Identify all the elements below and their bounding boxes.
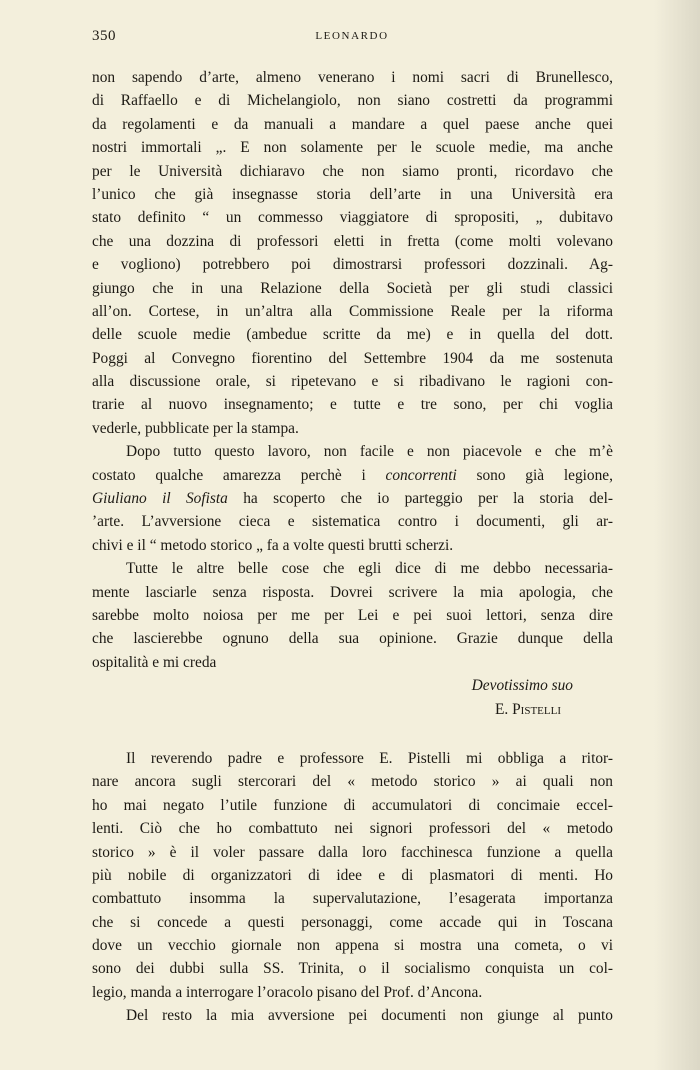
text-line: giungo che in una Relazione della Società per gli studi classici [92,279,613,297]
body-text [92,66,613,1028]
text-line: all’on. Cortese, in un’altra alla Commissione Reale per la riforma [92,302,613,320]
text-line: che si concede a questi personaggi, come accade qui in Toscana [92,913,613,931]
text-line: vederle, pubblicate per la stampa. [92,419,299,437]
reply-paragraph-2 [92,1004,613,1027]
page-edge-shadow [654,0,700,1070]
italic-term: Giuliano il Sofista [92,490,228,508]
text-line: Giuliano il Sofista ha scoperto che io parteggio per la storia del- [92,490,613,508]
text-line: ’arte. L’avversione cieca e sistematica contro i documenti, gli ar- [92,513,613,531]
page-header [92,28,612,48]
text-line: Del resto la mia avversione pei documenti non giunge al punto [126,1007,613,1025]
text-line: legio, manda a interrogare l’oracolo pisano del Prof. d’Ancona. [92,983,483,1001]
text-line: non sapendo d’arte, almeno venerano i nomi sacri di Brunellesco, [92,69,613,86]
text-line: nare ancora sugli stercorari del « metodo storico » ai quali non [92,773,613,791]
text-line: mente lasciarle senza risposta. Dovrei scrivere la mia apologia, che [92,583,613,601]
text-line: costato qualche amarezza perchè i concorrenti sono già legione, [92,466,613,484]
text-line: che lascierebbe ognuno della sua opinione. Grazie dunque della [92,630,613,648]
text-line: da regolamenti e da manuali a mandare a quel paese anche quei [92,115,613,133]
text-line: nostri immortali „. E non solamente per le scuole medie, ma anche [92,139,613,157]
text-line: alla discussione orale, si ripetevano e si ribadivano le ragioni con- [92,373,613,391]
text-line: combattuto insomma la supervalutazione, l’esagerata importanza [92,890,613,908]
text-line: chivi e il “ metodo storico „ fa a volte questi brutti scherzi. [92,536,454,554]
section-gap [92,721,613,747]
page-number: 350 [92,28,116,44]
italic-term: concorrenti [385,466,457,484]
text-line: storico » è il voler passare dalla loro facchinesca funzione a quella [92,843,613,861]
letter-paragraph-3 [92,557,613,674]
text-line: di Raffaello e di Michelangiolo, non siano costretti da programmi [92,92,613,110]
text-line: trarie al nuovo insegnamento; e tutte e tre sono, per chi voglia [92,396,613,414]
text-line: e vogliono) potrebbero poi dimostrarsi professori dozzinali. Ag- [92,256,613,274]
text-line: delle scuole medie (ambedue scritte da me) e in quella del dott. [92,326,613,344]
text-line: l’unico che già insegnasse storia dell’arte in una Università era [92,185,613,203]
letter-paragraph-1 [92,66,613,440]
text-line: per le Università dichiaravo che non siamo pronti, ricordavo che [92,162,613,180]
closing-salutation: Devotissimo suo [471,677,573,695]
text-line: Dopo tutto questo lavoro, non facile e non piacevole e che m’è [126,443,613,461]
text-line: Poggi al Convegno fiorentino del Settembre 1904 da me sostenuta [92,349,613,367]
text-line: dove un vecchio giornale non appena si mostra una cometa, o vi [92,937,613,955]
text-line: Tutte le altre belle cose che egli dice di me debbo necessaria- [126,560,613,578]
text-line: Il reverendo padre e professore E. Pistelli mi obbliga a ritor- [126,749,613,767]
text-line: che una dozzina di professori eletti in fretta (come molti volevano [92,232,613,250]
text-line: sarebbe molto noiosa per me per Lei e pei suoi lettori, senza dire [92,606,613,624]
text-line: stato definito “ un commesso viaggiatore di spropositi, „ dubitavo [92,209,613,227]
text-line: ospitalità e mi creda [92,653,217,671]
text-line: sono dei dubbi sulla SS. Trinita, o il socialismo conquista un col- [92,960,613,978]
text-line: ho mai negato l’utile funzione di accumulatori di concimaie eccel- [92,796,613,814]
reply-paragraph-1 [92,747,613,1004]
signature: E. Pistelli [495,700,561,718]
running-head: LEONARDO [315,30,389,42]
letter-paragraph-2 [92,440,613,557]
text-line: lenti. Ciò che ho combattuto nei signori professori del « metodo [92,820,613,838]
text-line: più nobile di organizzatori di idee e di plasmatori di menti. Ho [92,866,613,884]
